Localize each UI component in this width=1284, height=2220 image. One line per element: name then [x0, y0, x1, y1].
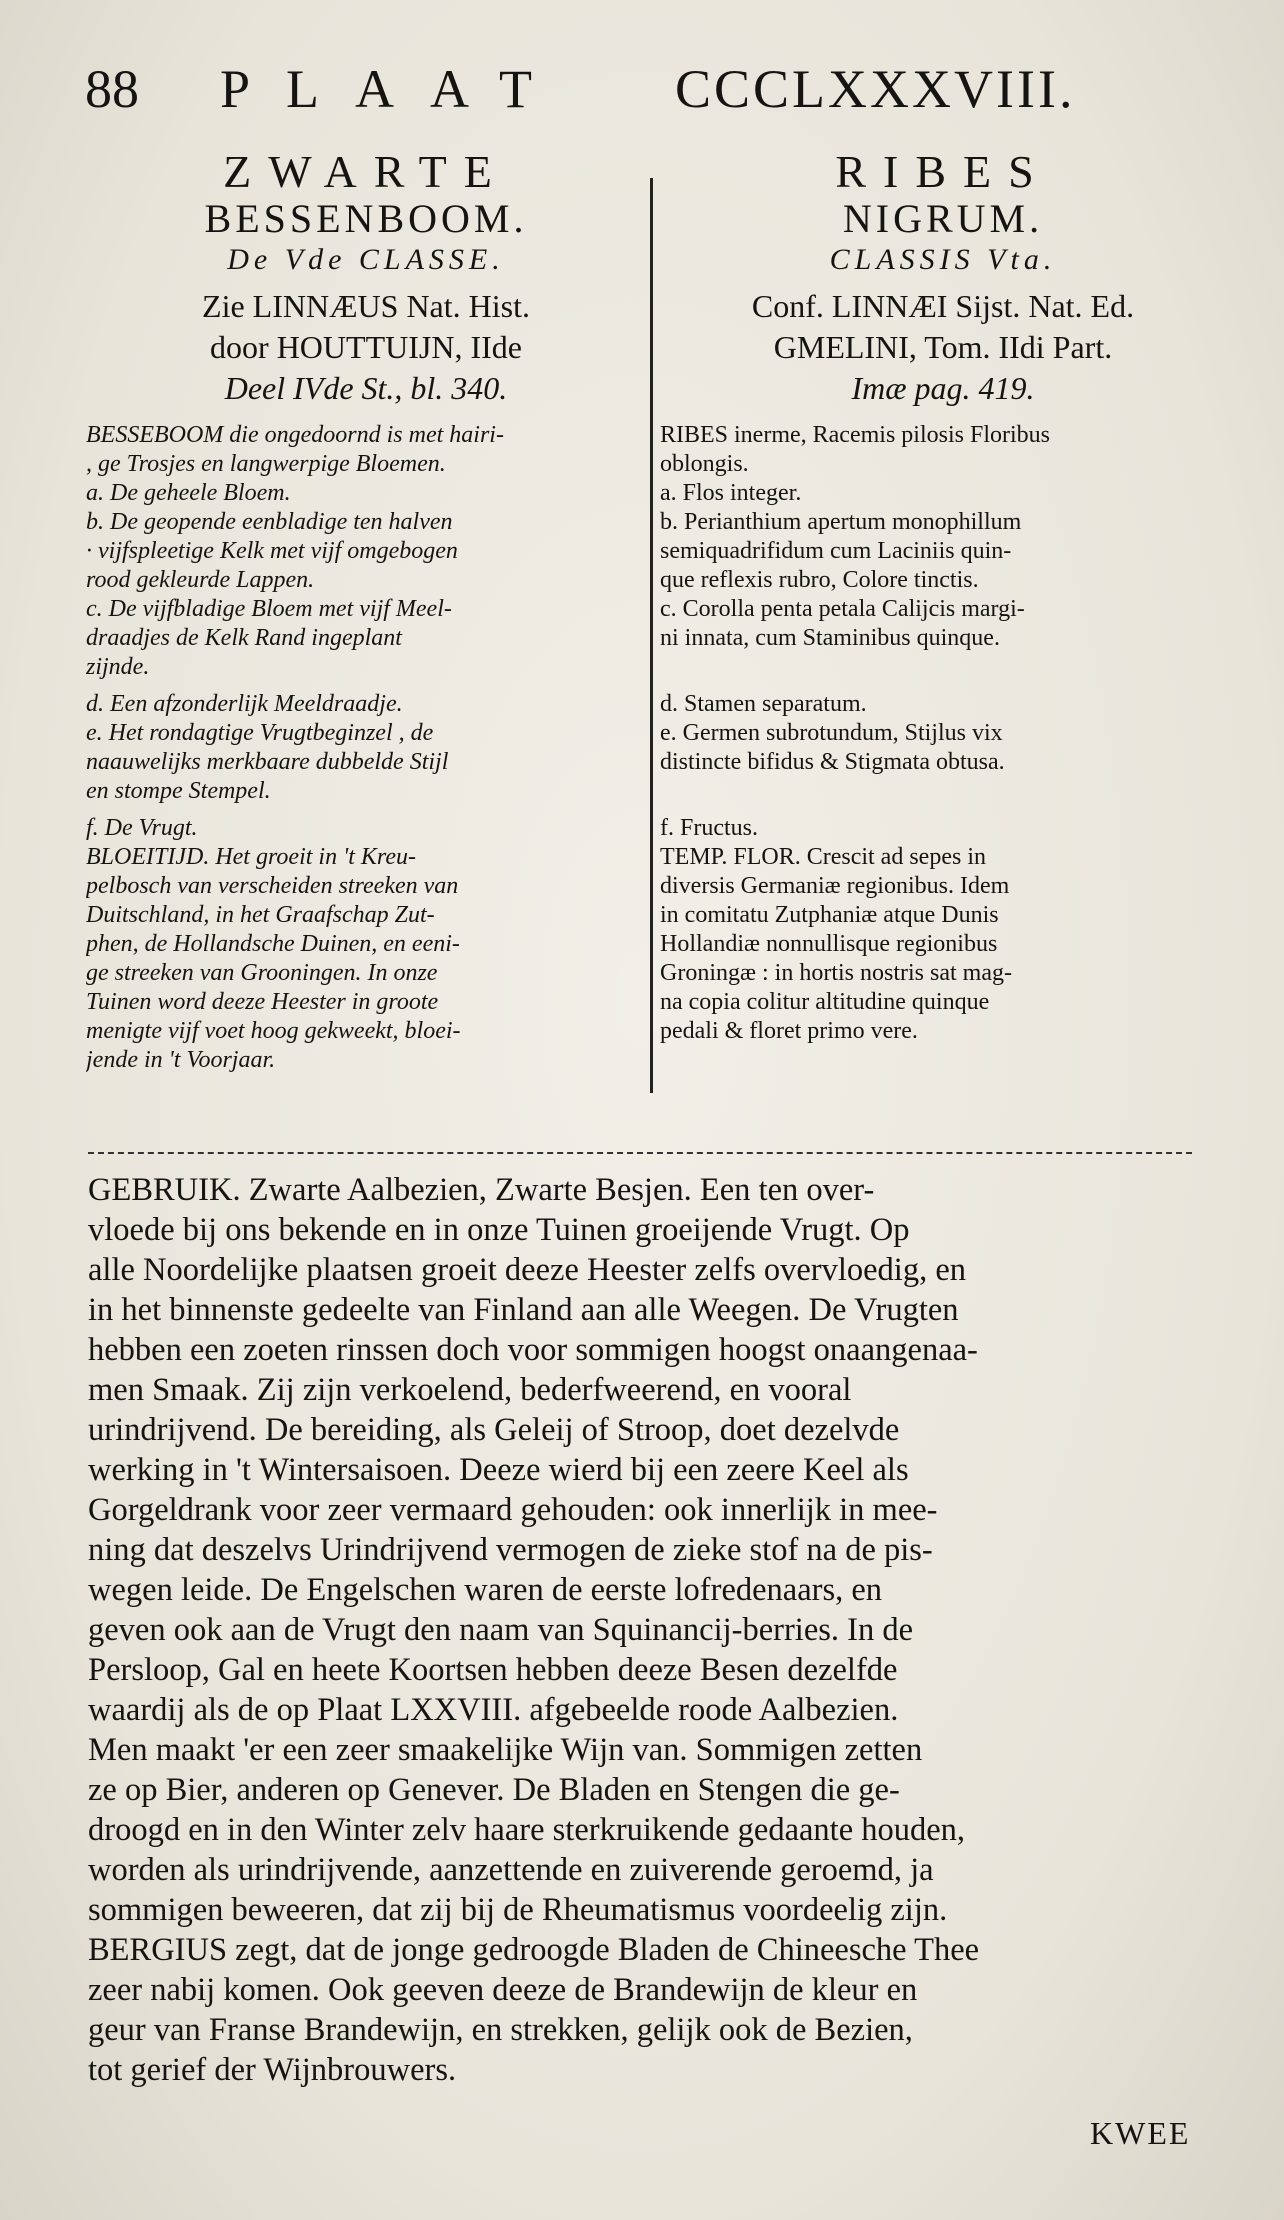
text-line: werking in 't Wintersaisoen. Deeze wierd bij een zeere Keel als	[88, 1452, 909, 1488]
text-line: ning dat deszelvs Urindrijvend vermogen de zieke stof na de pis-	[88, 1532, 933, 1568]
text-line: droogd en in den Winter zelv haare sterkruikende gedaante houden,	[88, 1812, 966, 1848]
text-line: Gorgeldrank voor zeer vermaard gehouden: ook innerlijk in mee-	[88, 1492, 938, 1528]
dutch-reference-line: Zie LINNÆUS Nat. Hist.	[202, 288, 530, 324]
text-line: in comitatu Zutphaniæ atque Dunis	[660, 902, 999, 928]
text-line: que reflexis rubro, Colore tinctis.	[660, 567, 979, 593]
text-line: GEBRUIK. Zwarte Aalbezien, Zwarte Besjen. Een ten over-	[88, 1172, 875, 1208]
text-line: f. De Vrugt.	[86, 815, 198, 841]
text-line: waardij als de op Plaat LXXVIII. afgebeelde roode Aalbezien.	[88, 1692, 899, 1728]
latin-title-line-2: NIGRUM.	[842, 196, 1044, 241]
text-line: geur van Franse Brandewijn, en strekken, gelijk ook de Bezien,	[88, 2012, 913, 2048]
section-divider	[88, 1152, 1192, 1154]
text-line: e. Het rondagtige Vrugtbeginzel , de	[86, 720, 434, 746]
text-line: distincte bifidus & Stigmata obtusa.	[660, 749, 1005, 775]
text-line: d. Stamen separatum.	[660, 691, 867, 717]
text-line: vloede bij ons bekende en in onze Tuinen groeijende Vrugt. Op	[88, 1212, 910, 1248]
dutch-reference-line: door HOUTTUIJN, IIde	[210, 329, 522, 365]
dutch-reference-line: Deel IVde St., bl. 340.	[224, 370, 508, 406]
latin-description	[660, 421, 1226, 1046]
text-line: · vijfspleetige Kelk met vijf omgebogen	[86, 538, 458, 564]
latin-column	[660, 148, 1226, 1046]
dutch-column	[86, 148, 646, 1075]
text-line: a. Flos integer.	[660, 480, 802, 506]
text-line: pelbosch van verscheiden streeken van	[86, 873, 459, 899]
dutch-description	[86, 421, 646, 1075]
text-line: Tuinen word deeze Heester in groote	[86, 989, 439, 1015]
plate-number: CCCLXXXVIII.	[675, 59, 1076, 119]
latin-reference-line: Conf. LINNÆI Sijst. Nat. Ed.	[751, 288, 1135, 324]
text-line: wegen leide. De Engelschen waren de eerste lofredenaars, en	[88, 1572, 883, 1608]
dutch-title-line-1: ZWARTE	[223, 146, 509, 197]
text-line: Groningæ : in hortis nostris sat mag-	[660, 960, 1012, 986]
text-line: ze op Bier, anderen op Genever. De Bladen en Stengen die ge-	[88, 1772, 900, 1808]
text-line: semiquadrifidum cum Laciniis quin-	[660, 538, 1012, 564]
plate-label: PLAAT	[220, 59, 569, 119]
text-line: urindrijvend. De bereiding, als Geleij of Stroop, doet dezelvde	[88, 1412, 900, 1448]
text-line: , ge Trosjes en langwerpige Bloemen.	[86, 451, 446, 477]
column-divider	[650, 178, 653, 1093]
catchword: KWEE	[1090, 2115, 1191, 2151]
text-line: b. De geopende eenbladige ten halven	[86, 509, 453, 535]
dutch-title-line-2: BESSENBOOM.	[204, 196, 528, 241]
text-line: c. De vijfbladige Bloem met vijf Meel-	[86, 596, 452, 622]
text-line: oblongis.	[660, 451, 749, 477]
text-line: alle Noordelijke plaatsen groeit deeze Heester zelfs overvloedig, en	[88, 1252, 967, 1288]
text-line: phen, de Hollandsche Duinen, en eeni-	[86, 931, 460, 957]
usage-paragraph	[88, 1170, 1218, 2090]
text-line: Persloop, Gal en heete Koortsen hebben deeze Besen dezelfde	[88, 1652, 898, 1688]
page-number: 88	[85, 59, 139, 119]
text-line: en stompe Stempel.	[86, 778, 271, 804]
text-line: in het binnenste gedeelte van Finland aan alle Weegen. De Vrugten	[88, 1292, 959, 1328]
text-line: ni innata, cum Staminibus quinque.	[660, 625, 1000, 651]
text-line: na copia colitur altitudine quinque	[660, 989, 990, 1015]
text-line: Men maakt 'er een zeer smaakelijke Wijn van. Sommigen zetten	[88, 1732, 923, 1768]
text-line: pedali & floret primo vere.	[660, 1018, 918, 1044]
text-line: BLOEITIJD. Het groeit in 't Kreu-	[86, 844, 416, 870]
text-line	[660, 777, 1226, 806]
latin-title-line-1: RIBES	[835, 146, 1051, 197]
text-line: b. Perianthium apertum monophillum	[660, 509, 1022, 535]
text-line: TEMP. FLOR. Crescit ad sepes in	[660, 844, 986, 870]
text-line: geven ook aan de Vrugt den naam van Squinancij-berries. In de	[88, 1612, 914, 1648]
text-line: a. De geheele Bloem.	[86, 480, 291, 506]
text-line: e. Germen subrotundum, Stijlus vix	[660, 720, 1003, 746]
text-line: ge streeken van Grooningen. In onze	[86, 960, 438, 986]
text-line: menigte vijf voet hoog gekweekt, bloei-	[86, 1018, 461, 1044]
text-line: BERGIUS zegt, dat de jonge gedroogde Bladen de Chineesche Thee	[88, 1932, 980, 1968]
text-line: hebben een zoeten rinssen doch voor sommigen hoogst onaangenaa-	[88, 1332, 978, 1368]
text-line: diversis Germaniæ regionibus. Idem	[660, 873, 1010, 899]
text-line: jende in 't Voorjaar.	[86, 1047, 276, 1073]
text-line: men Smaak. Zij zijn verkoelend, bederfweerend, en vooral	[88, 1372, 852, 1408]
text-line: tot gerief der Wijnbrouwers.	[88, 2052, 457, 2088]
latin-reference-line: Imæ pag. 419.	[851, 370, 1035, 406]
text-line: zijnde.	[86, 654, 150, 680]
text-line: c. Corolla penta petala Calijcis margi-	[660, 596, 1025, 622]
latin-reference-line: GMELINI, Tom. IIdi Part.	[773, 329, 1113, 365]
text-line: naauwelijks merkbaare dubbelde Stijl	[86, 749, 449, 775]
text-line: Hollandiæ nonnullisque regionibus	[660, 931, 998, 957]
text-line: RIBES inerme, Racemis pilosis Floribus	[660, 422, 1050, 448]
text-line: zeer nabij komen. Ook geeven deeze de Brandewijn de kleur en	[88, 1972, 918, 2008]
text-line: BESSEBOOM die ongedoornd is met hairi-	[86, 422, 504, 448]
text-line	[660, 653, 1226, 682]
text-line: rood gekleurde Lappen.	[86, 567, 315, 593]
text-line: worden als urindrijvende, aanzettende en zuiverende geroemd, ja	[88, 1852, 934, 1888]
latin-class: CLASSIS Vta.	[829, 243, 1057, 276]
text-line: sommigen beweeren, dat zij bij de Rheumatismus voordeelig zijn.	[88, 1892, 948, 1928]
text-line: draadjes de Kelk Rand ingeplant	[86, 625, 402, 651]
dutch-class: De Vde CLASSE.	[227, 243, 505, 276]
text-line: Duitschland, in het Graafschap Zut-	[86, 902, 435, 928]
text-line: d. Een afzonderlijk Meeldraadje.	[86, 691, 403, 717]
text-line: f. Fructus.	[660, 815, 758, 841]
page-header	[85, 58, 1125, 128]
